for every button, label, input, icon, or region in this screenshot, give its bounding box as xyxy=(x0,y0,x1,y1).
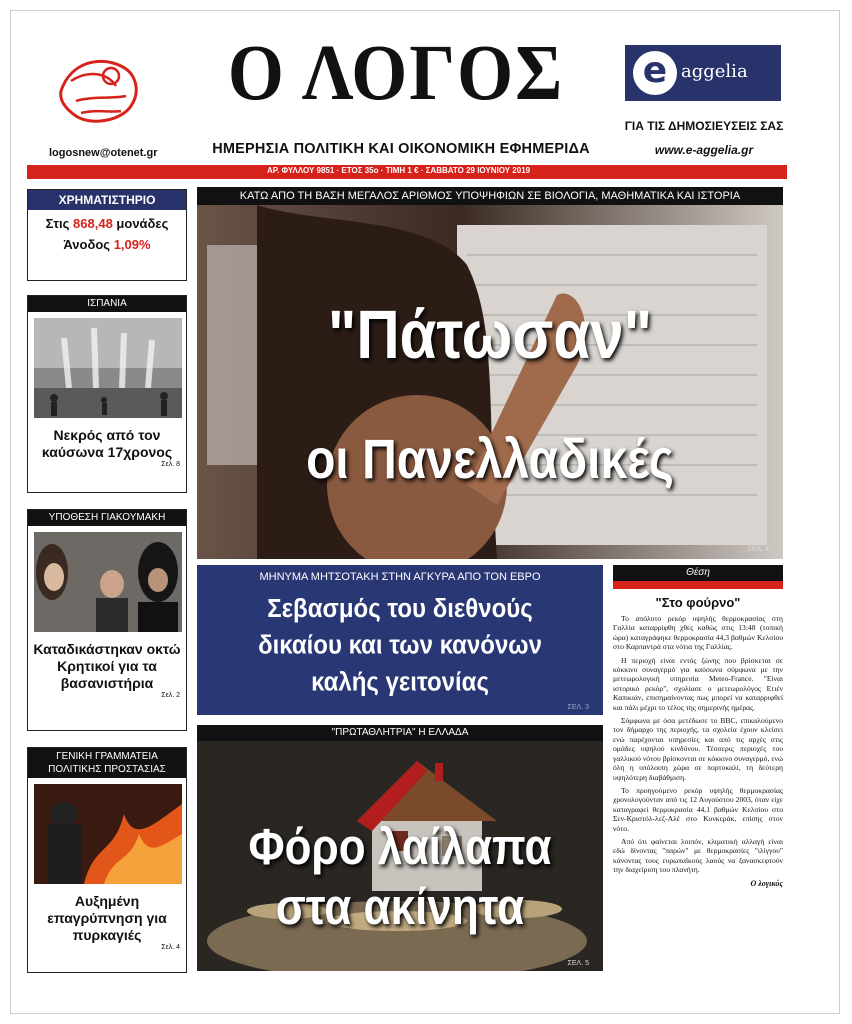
opinion-title: "Στο φούρνο" xyxy=(655,595,741,610)
issue-info: ΑΡ. ΦΥΛΛΟΥ 9851 · ΕΤΟΣ 35ο · ΤΙΜΗ 1 € · ΣΑΒΒΑΤΟ 29 ΙΟΥΝΙΟΥ 2019 xyxy=(267,166,531,175)
logo-figures-icon xyxy=(51,51,151,131)
newspaper-title: Ο ΛΟΓΟΣ xyxy=(227,28,565,117)
sidebar-story-title: Αυξημένη επαγρύπνηση για πυρκαγιές xyxy=(47,893,167,943)
second-story[interactable] xyxy=(197,565,603,715)
second-page-ref: ΣΕΛ. 3 xyxy=(567,704,589,711)
stock-header: ΧΡΗΜΑΤΙΣΤΗΡΙΟ xyxy=(28,190,186,210)
lead-headline-line2: οι Πανελλαδικές xyxy=(306,429,674,491)
fountain-photo xyxy=(34,318,182,418)
firefighter-photo xyxy=(34,784,182,884)
opinion-paragraph: Η περιοχή είναι εντός ζώνης που βρίσκεται σε κόκκινο συναγερμό για καύσωνα σύμφωνα με την μετεωρολογική υπηρεσία Meteo-France. "Είναι ιστορικό ρεκόρ", σχολίασε ο μετεωρολόγος Ετιέν Καπικιάν, επισημαίνοντας πως μπορεί να καταρριφθεί και πάλι μέχρι το τέλος της σημερινής ημέρας. xyxy=(613,655,783,712)
opinion-red-bar xyxy=(613,581,783,589)
third-story[interactable] xyxy=(197,725,603,971)
ad-tagline: ΓΙΑ ΤΙΣ ΔΗΜΟΣΙΕΥΣΕΙΣ ΣΑΣ xyxy=(624,119,784,133)
sidebar-story-header: ΥΠΟΘΕΣΗ ΓΙΑΚΟΥΜΑΚΗ xyxy=(28,510,186,526)
stock-market-box xyxy=(27,189,187,281)
stock-points-suffix: μονάδες xyxy=(116,216,169,231)
lead-page-ref: ΣΕΛ. 4 xyxy=(747,546,769,553)
eaggelia-e-icon: e xyxy=(633,51,677,95)
sidebar-story-giakoumakis[interactable] xyxy=(27,509,187,731)
lead-headline-line1: "Πάτωσαν" xyxy=(327,295,653,373)
opinion-paragraph: Το απόλυτο ρεκόρ υψηλής θερμοκρασίας στη Γαλλία καταρρίφθη χθες καθώς στις 13:48 (τοπική ώρα) καταγράφηκε θερμοκρασία 44,3 βαθμών Κελσίου στο Καρπαντρά στα νότια της Γαλλίας. xyxy=(613,614,783,652)
newspaper-subtitle: ΗΜΕΡΗΣΙΑ ΠΟΛΙΤΙΚΗ ΚΑΙ ΟΙΚΟΝΟΜΙΚΗ ΕΦΗΜΕΡΙΔΑ xyxy=(212,141,590,157)
sidebar-story-page: Σελ. 2 xyxy=(161,692,180,699)
issue-bar xyxy=(27,165,787,179)
second-headline-line: δικαίου και των κανόνων xyxy=(258,630,542,661)
opinion-paragraph: Σύμφωνα με όσα μετέδωσε το BBC, επικαλούμενο τον δήμαρχο της περιοχής, τα σχολεία έχουν κλείσει ενώ παρέχονται υπηρεσίες και από τις αρχές στις ομάδες υψηλού κινδύνου. Τέσσερις περιοχές του γαλλικού νότου βρίσκονται σε κόκκινο συναγερμό, ενώ όλη η υπόλοιπη χώρα σε πορτοκαλί, τη δεύτερη υψηλότερη διαβάθμιση. xyxy=(613,716,783,782)
sidebar-story-title: Καταδικάστηκαν οκτώ Κρητικοί για τα βασανιστήρια xyxy=(33,641,181,691)
second-headline-line: Σεβασμός του διεθνούς xyxy=(267,594,533,624)
contact-email[interactable]: logosnew@otenet.gr xyxy=(49,147,158,159)
courthouse-photo xyxy=(34,532,182,632)
sidebar-header-line: ΠΟΛΙΤΙΚΗΣ ΠΡΟΣΤΑΣΙΑΣ xyxy=(48,764,166,775)
eaggelia-word: aggelia xyxy=(681,61,748,82)
stock-change xyxy=(28,231,186,252)
ad-url[interactable]: www.e-aggelia.gr xyxy=(654,143,754,157)
newspaper-front-page xyxy=(10,10,840,1014)
sidebar-story-page: Σελ. 4 xyxy=(161,944,180,951)
opinion-column[interactable] xyxy=(613,565,783,971)
stock-points-value: 868,48 xyxy=(73,216,113,231)
sidebar-story-header xyxy=(28,748,186,778)
sidebar-story-title: Νεκρός από τον καύσωνα 17χρονος xyxy=(41,427,173,460)
stock-points xyxy=(28,210,186,231)
sidebar-story-header: ΙΣΠΑΝΙΑ xyxy=(28,296,186,312)
eaggelia-logo[interactable] xyxy=(625,45,781,101)
opinion-paragraph: Το προηγούμενο ρεκόρ υψηλής θερμοκρασίας χρονολογούνταν από τις 12 Αυγούστου 2003, όταν είχε καταγραφεί θερμοκρασία 44,1 βαθμών Κελσίου στο Σεν-Κριστόλ-λεζ-Αλέ στο Κονκεράκ, επίσης στον νότο. xyxy=(613,785,783,833)
stock-change-prefix: Άνοδος xyxy=(63,237,111,252)
opinion-signature: Ο λογικός xyxy=(750,878,783,888)
sidebar-story-page: Σελ. 8 xyxy=(161,461,180,468)
stock-change-value: 1,09% xyxy=(113,237,151,252)
sidebar-story-civil-protection[interactable] xyxy=(27,747,187,973)
opinion-body xyxy=(613,614,783,875)
lead-story[interactable] xyxy=(197,187,783,559)
sidebar-story-spain[interactable] xyxy=(27,295,187,493)
exam-results-photo xyxy=(197,205,783,559)
third-page-ref: ΣΕΛ. 5 xyxy=(567,960,589,967)
opinion-header: Θέση xyxy=(613,565,783,581)
third-headline-line2: στα ακίνητα xyxy=(275,879,525,936)
sidebar-header-line: ΓΕΝΙΚΗ ΓΡΑΜΜΑΤΕΙΑ xyxy=(56,751,158,762)
third-kicker: "ΠΡΩΤΑΘΛΗΤΡΙΑ" Η ΕΛΛΑΔΑ xyxy=(197,725,603,741)
second-headline-line: καλής γειτονίας xyxy=(311,667,489,697)
lead-kicker: ΚΑΤΩ ΑΠΟ ΤΗ ΒΑΣΗ ΜΕΓΑΛΟΣ ΑΡΙΘΜΟΣ ΥΠΟΨΗΦΙΩΝ ΣΕ ΒΙΟΛΟΓΙΑ, ΜΑΘΗΜΑΤΙΚΑ ΚΑΙ ΙΣΤΟΡΙΑ xyxy=(197,187,783,205)
third-headline-line1: Φόρο λαίλαπα xyxy=(248,819,552,876)
second-headline xyxy=(197,591,603,701)
second-kicker: ΜΗΝΥΜΑ ΜΗΤΣΟΤΑΚΗ ΣΤΗΝ ΑΓΚΥΡΑ ΑΠΟ ΤΟΝ ΕΒΡΟ xyxy=(259,571,541,583)
opinion-paragraph: Από ότι φαίνεται λοιπόν, κλιματική αλλαγή είναι εδώ δίνοντας "παρών" με θερμοκρασίες "ιλίγγου" κάνοντας τους ευρωπαϊκούς λαούς να ξανασκεφτούν την διαχείριση του πλανήτη. xyxy=(613,836,783,875)
stock-points-prefix: Στις xyxy=(45,216,70,231)
